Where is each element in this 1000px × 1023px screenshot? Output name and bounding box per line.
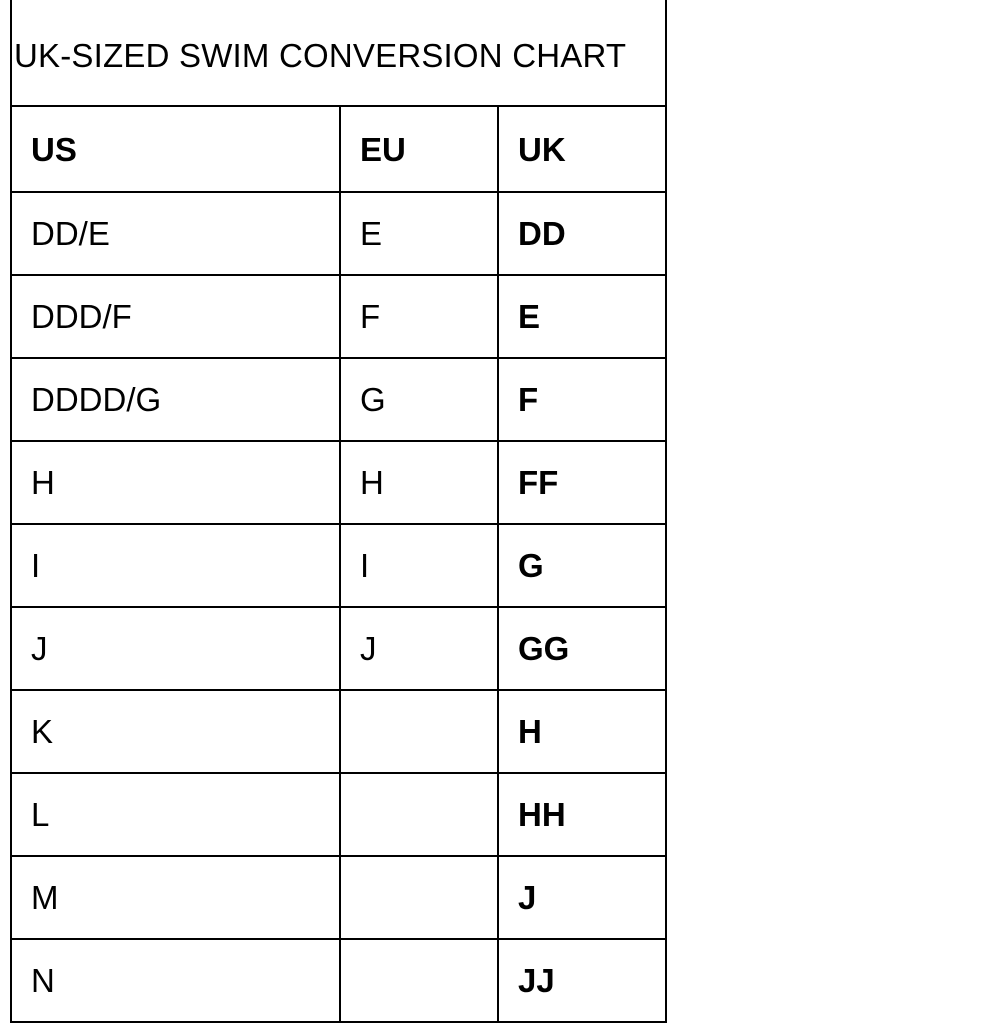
table-row [11,192,666,275]
cell-uk: F [498,358,666,441]
title-row [11,0,666,106]
table-row [11,773,666,856]
cell-eu [340,856,498,939]
cell-us: M [11,856,340,939]
cell-eu: G [340,358,498,441]
cell-us: K [11,690,340,773]
cell-uk: DD [498,192,666,275]
table-row [11,939,666,1022]
cell-us: H [11,441,340,524]
table-row [11,690,666,773]
table-row [11,358,666,441]
cell-eu: E [340,192,498,275]
cell-uk: J [498,856,666,939]
cell-eu: H [340,441,498,524]
cell-eu: I [340,524,498,607]
table-row [11,441,666,524]
table-row [11,524,666,607]
column-header-us: US [11,106,340,192]
cell-uk: FF [498,441,666,524]
cell-us: I [11,524,340,607]
cell-uk: H [498,690,666,773]
cell-uk: G [498,524,666,607]
size-conversion-table [10,0,667,1023]
table-row [11,607,666,690]
cell-us: DDD/F [11,275,340,358]
table-row [11,856,666,939]
chart-title: UK-SIZED SWIM CONVERSION CHART [11,0,666,106]
cell-eu [340,690,498,773]
cell-eu [340,773,498,856]
cell-uk: JJ [498,939,666,1022]
cell-us: DD/E [11,192,340,275]
cell-eu: F [340,275,498,358]
column-header-uk: UK [498,106,666,192]
cell-uk: E [498,275,666,358]
header-row [11,106,666,192]
cell-uk: HH [498,773,666,856]
cell-uk: GG [498,607,666,690]
cell-us: L [11,773,340,856]
table-row [11,275,666,358]
cell-eu: J [340,607,498,690]
column-header-eu: EU [340,106,498,192]
cell-us: N [11,939,340,1022]
cell-us: J [11,607,340,690]
cell-eu [340,939,498,1022]
cell-us: DDDD/G [11,358,340,441]
